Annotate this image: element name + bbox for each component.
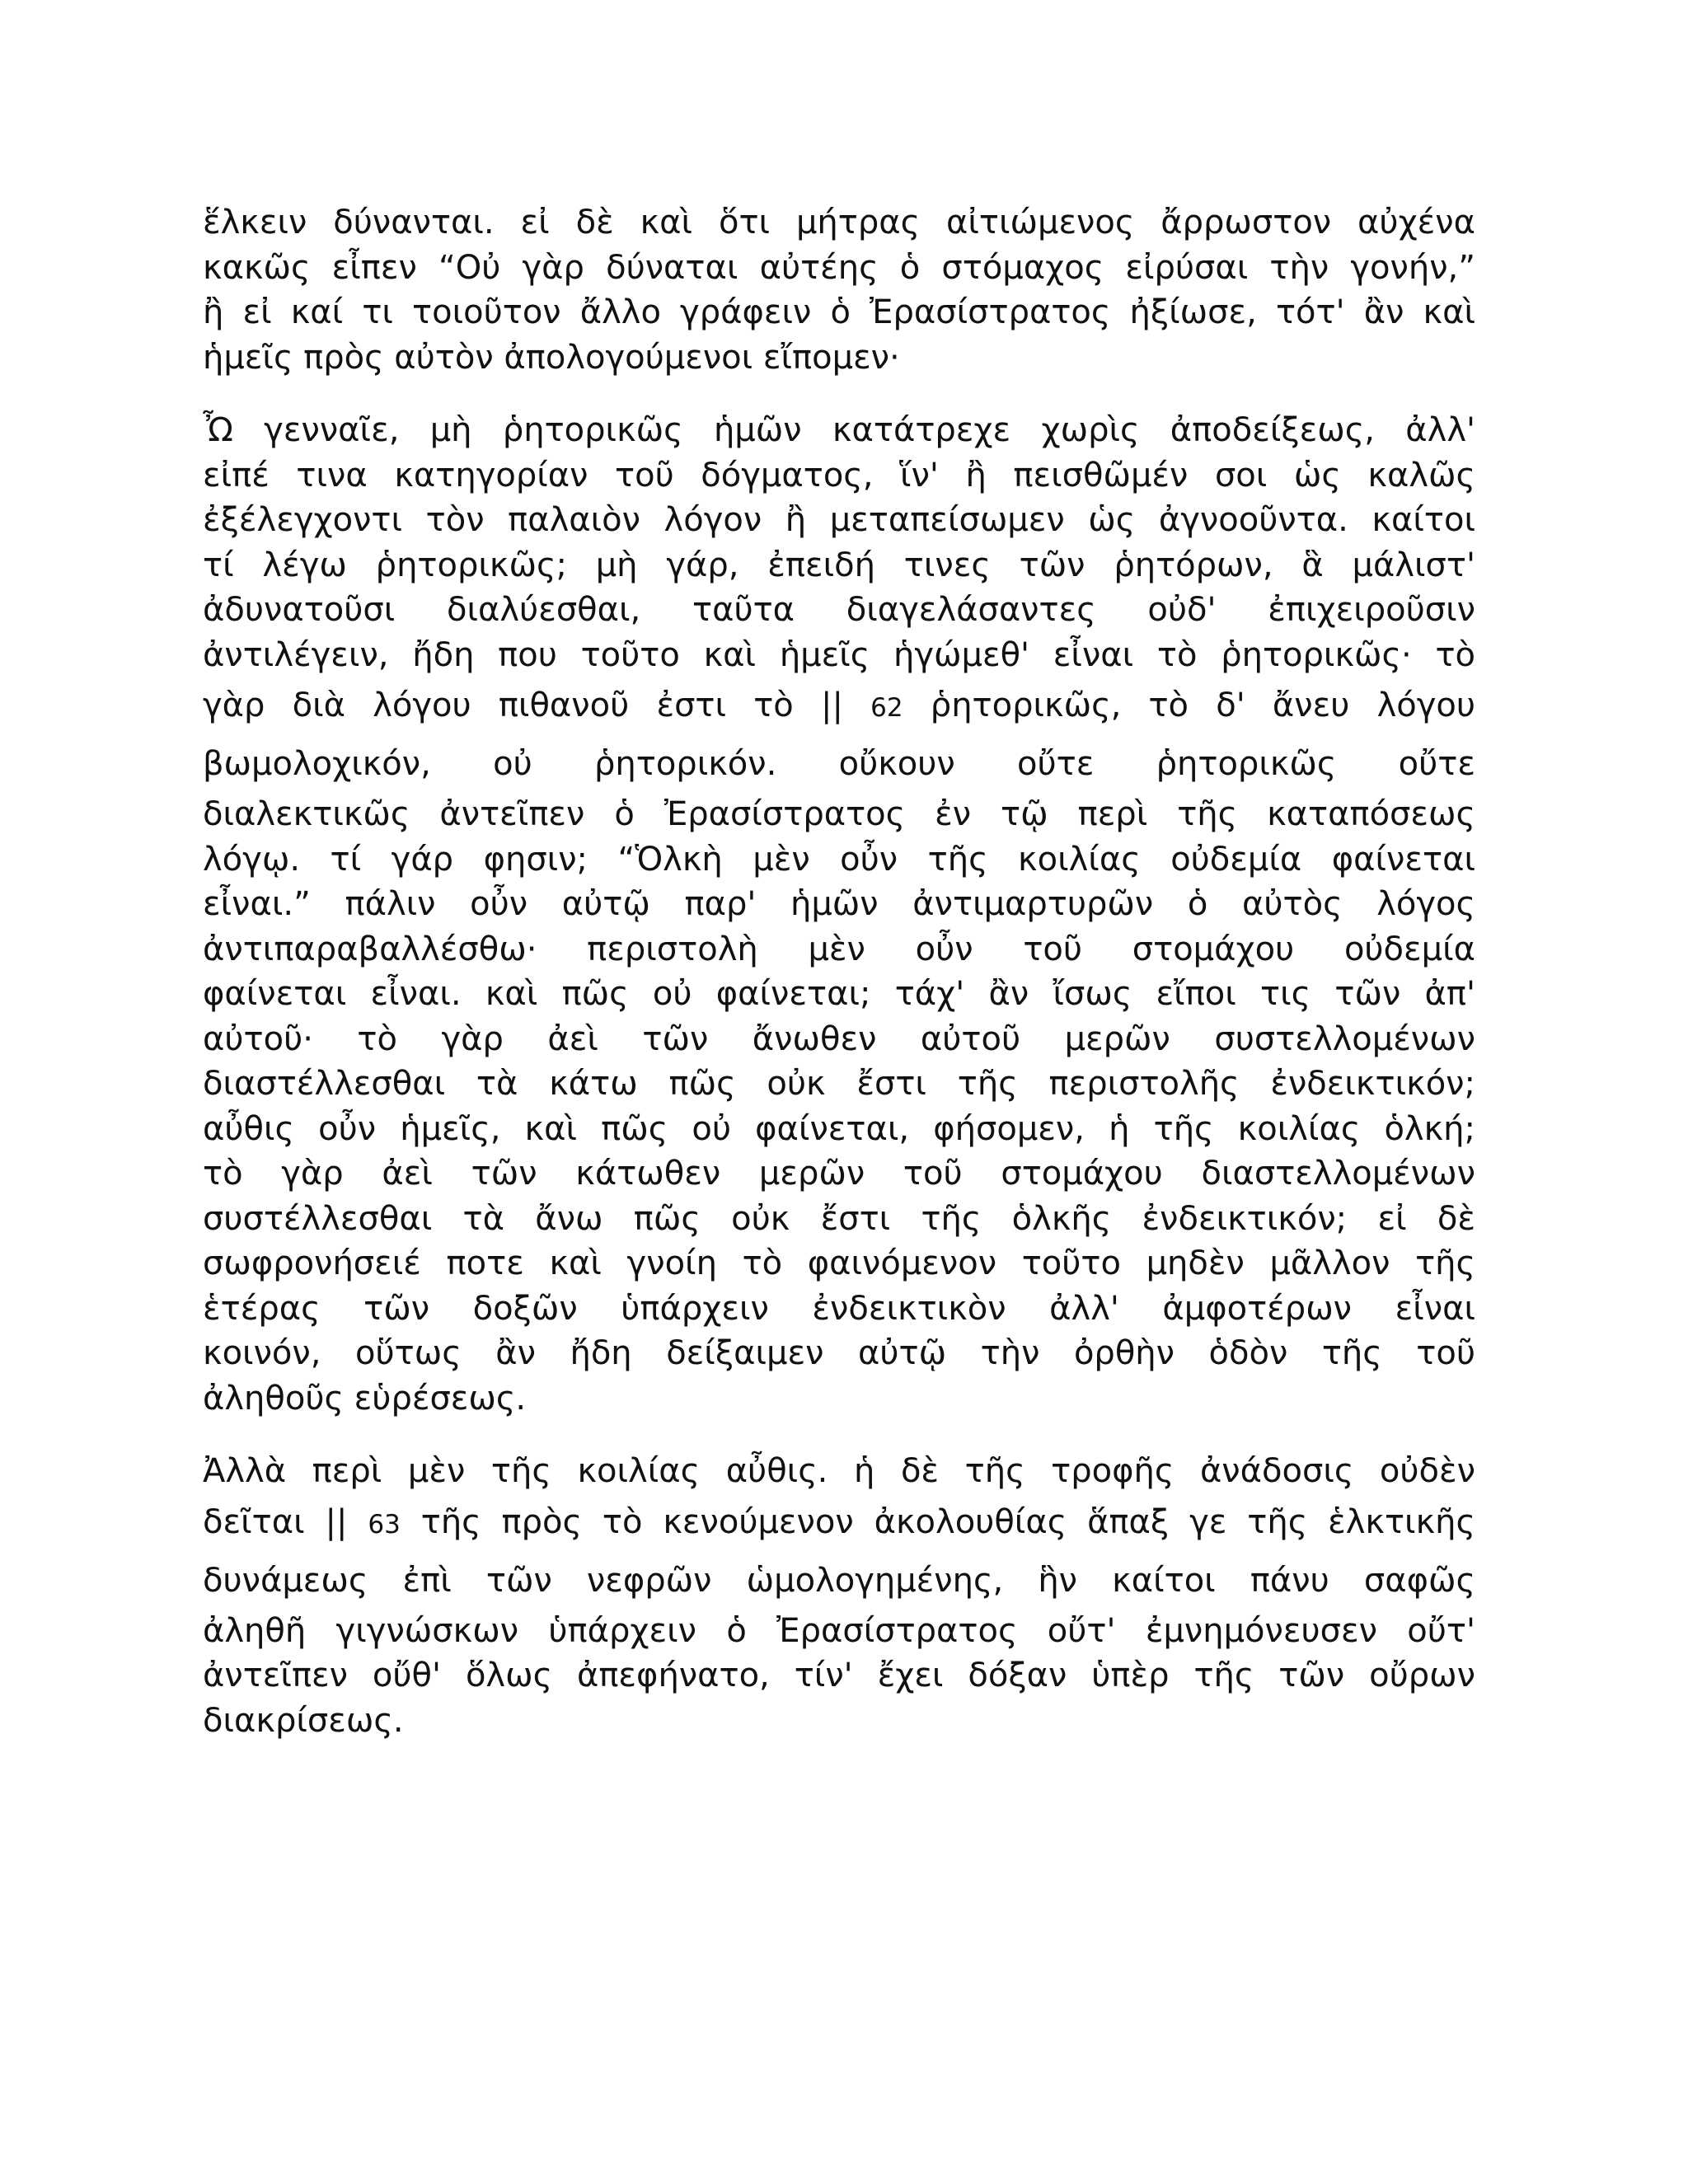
page-number-marker: 63	[368, 1509, 401, 1540]
text-line: σωφρονήσειέ ποτε καὶ γνοίη τὸ φαινόμενον τοῦτο μηδὲν μᾶλλον τῆς	[203, 1244, 1475, 1282]
text-line: ἀντιπαραβαλλέσθω· περιστολὴ μὲν οὖν τοῦ στομάχου οὐδεμία	[203, 930, 1475, 968]
document-page	[203, 200, 1475, 1743]
text-line: φαίνεται εἶναι. καὶ πῶς οὐ φαίνεται; τάχ' ἂν ἴσως εἴποι τις τῶν ἀπ'	[203, 975, 1475, 1013]
text-line: αὐτοῦ· τὸ γὰρ ἀεὶ τῶν ἄνωθεν αὐτοῦ μερῶν συστελλομένων	[203, 1019, 1475, 1058]
text-line: συστέλλεσθαι τὰ ἄνω πῶς οὐκ ἔστι τῆς ὁλκῆς ἐνδεικτικόν; εἰ δὲ	[203, 1199, 1475, 1238]
text-line: ἀληθῆ γιγνώσκων ὑπάρχειν ὁ Ἐρασίστρατος οὔτ' ἐμνημόνευσεν οὔτ'	[203, 1611, 1475, 1650]
paragraph-1	[203, 200, 1475, 380]
text-line: δυνάμεως ἐπὶ τῶν νεφρῶν ὡμολογημένης, ἣν καίτοι πάνυ σαφῶς	[203, 1561, 1475, 1600]
paragraph-2	[203, 408, 1475, 1421]
text-line: Ἀλλὰ περὶ μὲν τῆς κοιλίας αὖθις. ἡ δὲ τῆς τροφῆς ἀνάδοσις οὐδὲν	[203, 1452, 1475, 1490]
page-number-marker: 62	[870, 693, 903, 723]
text-line-with-page-marker	[203, 1494, 1475, 1553]
text-line: ἀδυνατοῦσι διαλύεσθαι, ταῦτα διαγελάσαντες οὐδ' ἐπιχειροῦσιν	[203, 591, 1475, 629]
text-line: ἀντιλέγειν, ἤδη που τοῦτο καὶ ἡμεῖς ἡγώμεθ' εἶναι τὸ ῥητορικῶς· τὸ	[203, 635, 1475, 674]
text-segment: γὰρ διὰ λόγου πιθανοῦ ἐστι τὸ ||	[203, 687, 843, 724]
text-segment: δεῖται ||	[203, 1502, 348, 1541]
text-segment: ῥητορικῶς, τὸ δ' ἄνευ λόγου	[930, 687, 1476, 724]
text-line: ἑτέρας τῶν δοξῶν ὑπάρχειν ἐνδεικτικὸν ἀλλ' ἀμφοτέρων εἶναι	[203, 1289, 1475, 1328]
text-line: ἡμεῖς πρὸς αὐτὸν ἀπολογούμενοι εἴπομεν·	[203, 338, 900, 377]
text-line: εἶναι.” πάλιν οὖν αὐτῷ παρ' ἡμῶν ἀντιμαρτυρῶν ὁ αὐτὸς λόγος	[203, 885, 1475, 923]
text-segment: τῆς πρὸς τὸ κενούμενον ἀκολουθίας ἅπαξ γε τῆς ἑλκτικῆς	[420, 1502, 1475, 1541]
text-line: εἰπέ τινα κατηγορίαν τοῦ δόγματος, ἵν' ἢ πεισθῶμέν σοι ὡς καλῶς	[203, 456, 1475, 494]
text-line: διακρίσεως.	[203, 1701, 404, 1740]
text-line: αὖθις οὖν ἡμεῖς, καὶ πῶς οὐ φαίνεται, φήσομεν, ἡ τῆς κοιλίας ὁλκή;	[203, 1109, 1475, 1148]
text-line: βωμολοχικόν, οὐ ῥητορικόν. οὔκουν οὔτε ῥητορικῶς οὔτε	[203, 745, 1475, 783]
text-line: ἕλκειν δύνανται. εἰ δὲ καὶ ὅτι μήτρας αἰτιώμενος ἄρρωστον αὐχένα	[203, 204, 1475, 241]
text-line: ἢ εἰ καί τι τοιοῦτον ἄλλο γράφειν ὁ Ἐρασίστρατος ἠξίωσε, τότ' ἂν καὶ	[203, 293, 1475, 331]
text-line: τί λέγω ῥητορικῶς; μὴ γάρ, ἐπειδή τινες τῶν ῥητόρων, ἃ μάλιστ'	[203, 546, 1475, 584]
text-line: κακῶς εἶπεν “Οὐ γὰρ δύναται αὐτέης ὁ στόμαχος εἰρύσαι τὴν γονήν,”	[203, 248, 1475, 287]
text-line-with-page-marker	[203, 677, 1475, 736]
text-line: ἀντεῖπεν οὔθ' ὅλως ἀπεφήνατο, τίν' ἔχει δόξαν ὑπὲρ τῆς τῶν οὔρων	[203, 1657, 1475, 1694]
paragraph-3	[203, 1449, 1475, 1743]
text-line: κοινόν, οὕτως ἂν ἤδη δείξαιμεν αὐτῷ τὴν ὀρθὴν ὁδὸν τῆς τοῦ	[203, 1334, 1475, 1372]
text-line: λόγῳ. τί γάρ φησιν; “Ὁλκὴ μὲν οὖν τῆς κοιλίας οὐδεμία φαίνεται	[203, 840, 1475, 879]
text-line: διαλεκτικῶς ἀντεῖπεν ὁ Ἐρασίστρατος ἐν τῷ περὶ τῆς καταπόσεως	[203, 795, 1475, 833]
text-line: ἐξέλεγχοντι τὸν παλαιὸν λόγον ἢ μεταπείσωμεν ὡς ἀγνοοῦντα. καίτοι	[203, 501, 1475, 539]
text-line: διαστέλλεσθαι τὰ κάτω πῶς οὐκ ἔστι τῆς περιστολῆς ἐνδεικτικόν;	[203, 1065, 1475, 1103]
text-line: Ὦ γενναῖε, μὴ ῥητορικῶς ἡμῶν κατάτρεχε χωρὶς ἀποδείξεως, ἀλλ'	[203, 411, 1475, 449]
text-line: ἀληθοῦς εὑρέσεως.	[203, 1379, 527, 1418]
text-line: τὸ γὰρ ἀεὶ τῶν κάτωθεν μερῶν τοῦ στομάχου διαστελλομένων	[203, 1155, 1475, 1193]
